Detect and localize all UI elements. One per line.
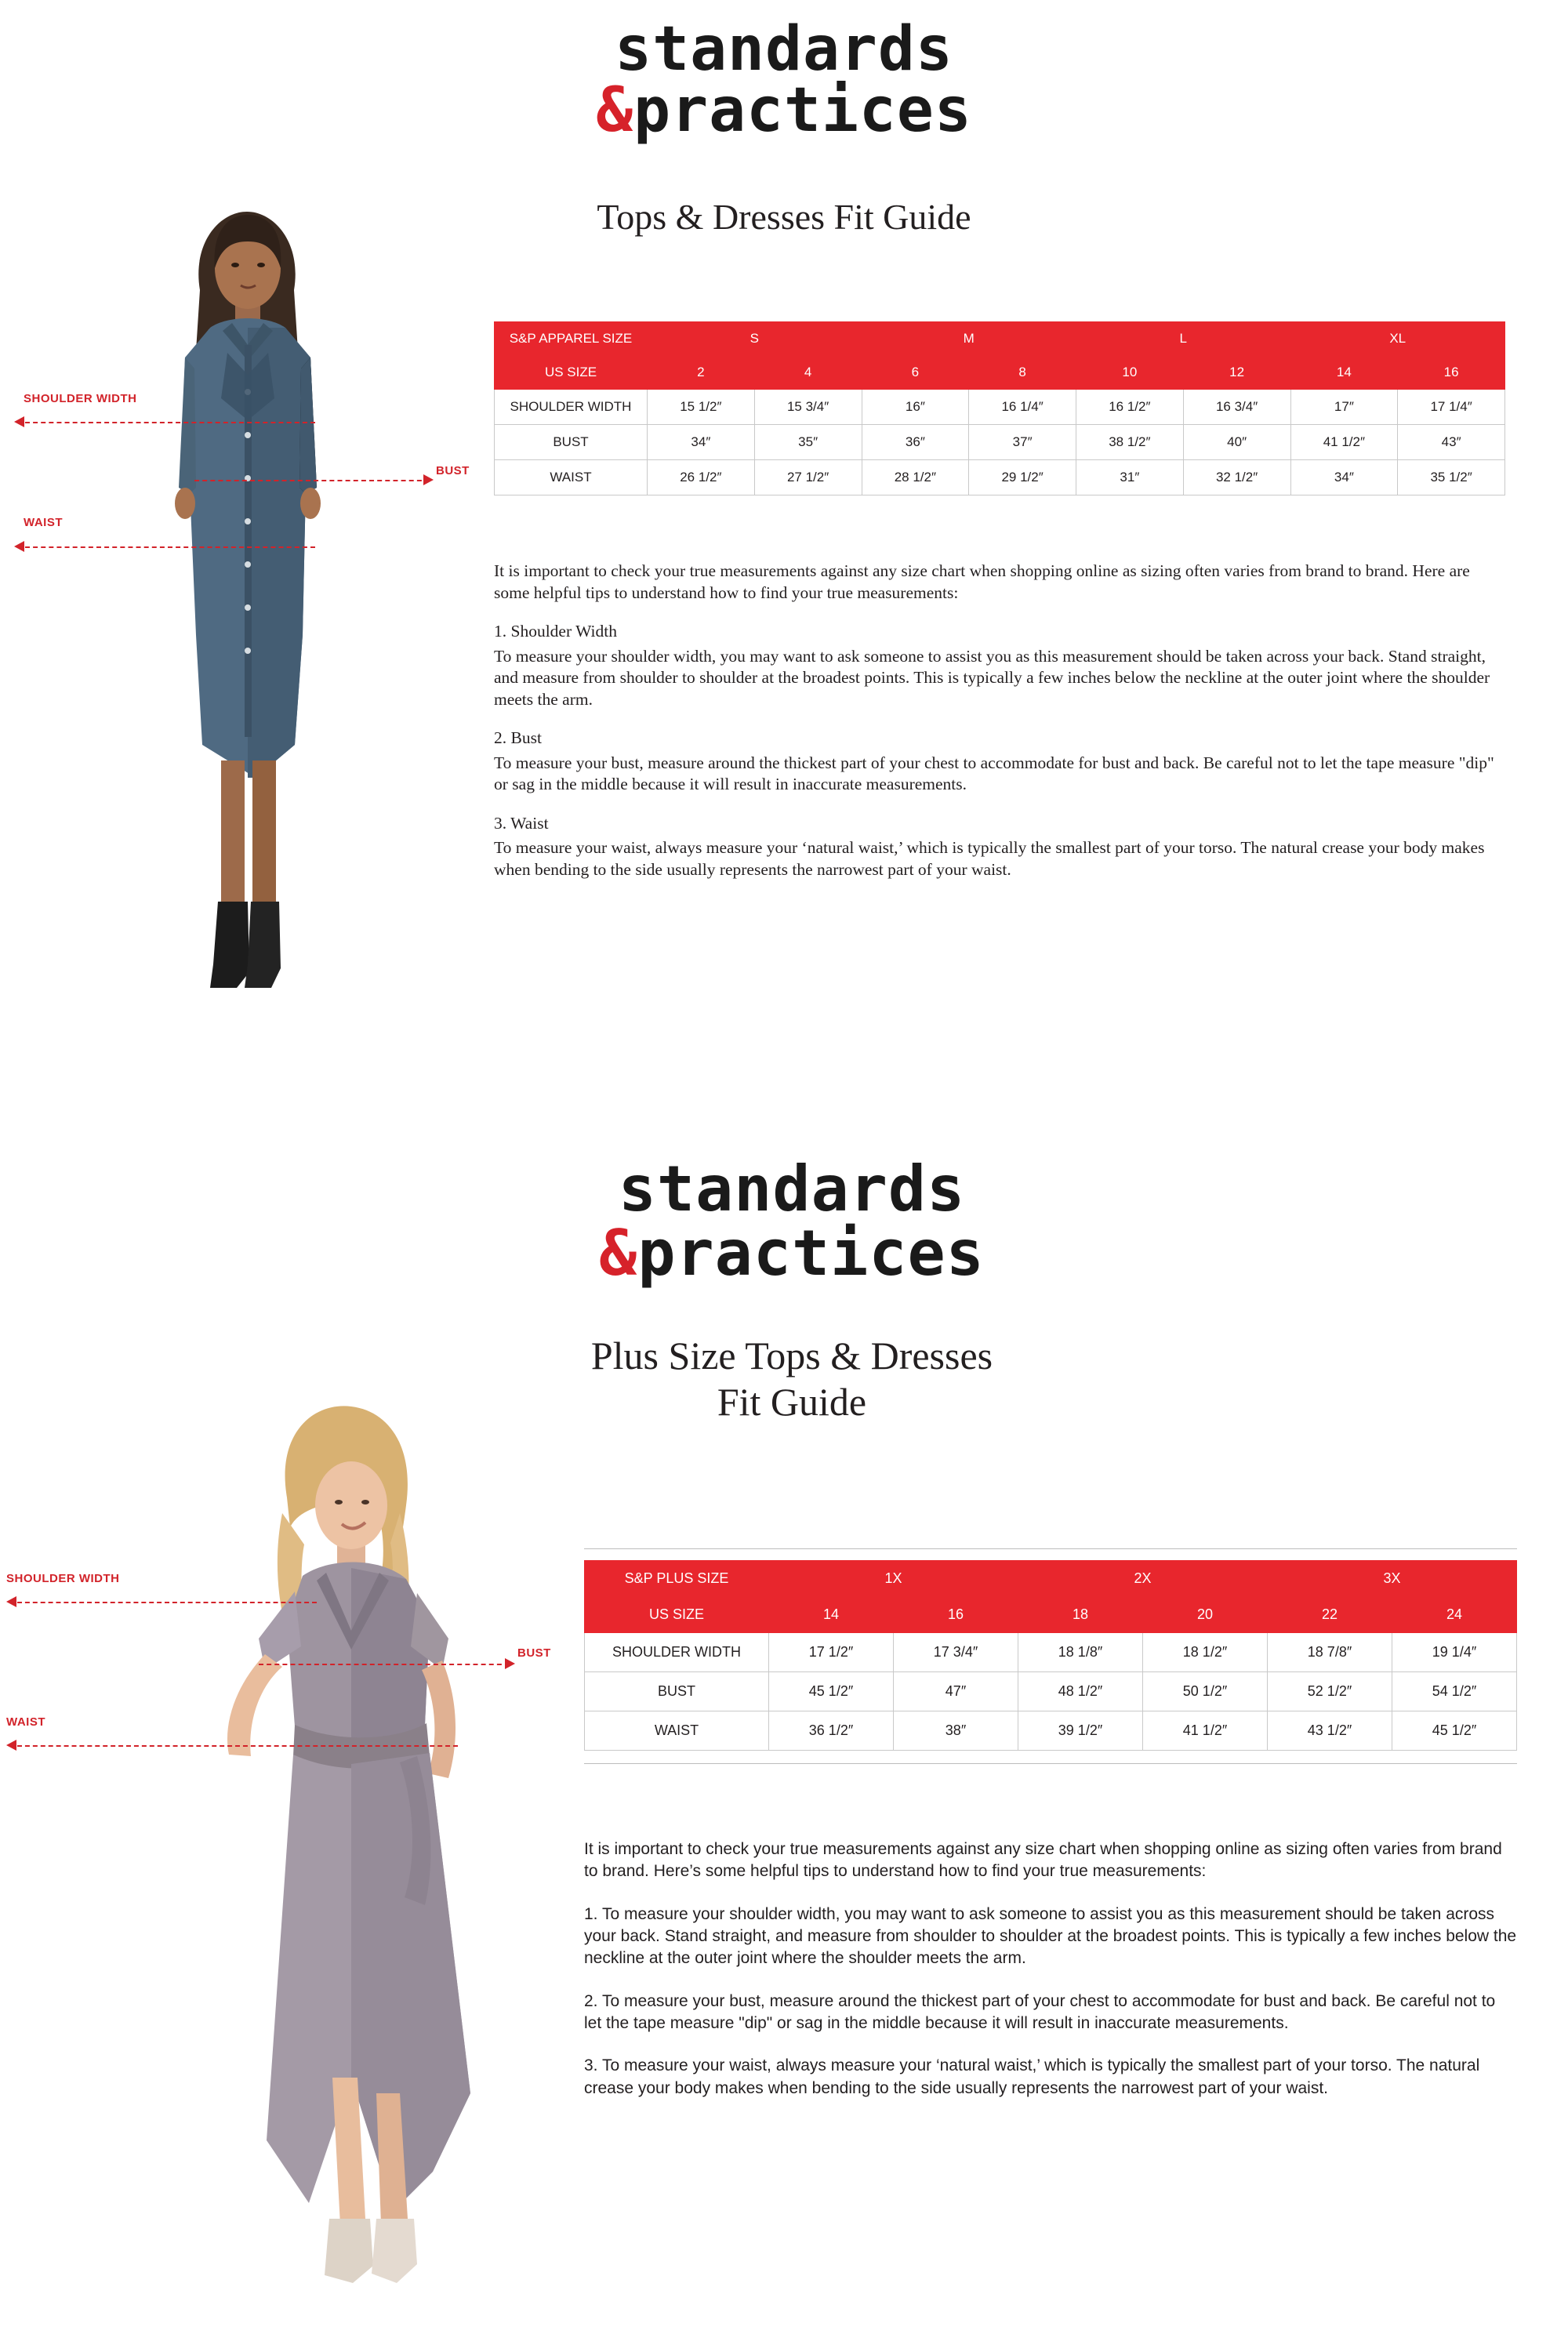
waist-dash-top bbox=[25, 546, 315, 548]
waist-dash-bottom bbox=[17, 1745, 458, 1747]
table2-r2-c6: 45 1/2″ bbox=[1392, 1711, 1517, 1751]
waist-arrow-left-top bbox=[14, 541, 24, 552]
table1-h2-c5: 10 bbox=[1076, 356, 1184, 390]
table2-r1-c4: 50 1/2″ bbox=[1143, 1672, 1268, 1711]
bust-arrow-right-top bbox=[423, 474, 434, 485]
table2-r2-c0: WAIST bbox=[585, 1711, 769, 1751]
table2-r0-c0: SHOULDER WIDTH bbox=[585, 1633, 769, 1672]
table1-r0-c5: 16 1/2″ bbox=[1076, 390, 1184, 425]
table2-r0-c5: 18 7/8″ bbox=[1268, 1633, 1392, 1672]
size-table-plus bbox=[584, 1548, 1517, 1764]
table1-h2-c1: 2 bbox=[648, 356, 755, 390]
table2-header-row-2 bbox=[585, 1597, 1517, 1633]
table1-r0-c2: 15 3/4″ bbox=[754, 390, 862, 425]
table1-header-row-1 bbox=[495, 322, 1505, 356]
table1-r0-c6: 16 3/4″ bbox=[1183, 390, 1290, 425]
table1-r2-c8: 35 1/2″ bbox=[1398, 460, 1505, 495]
model-photo-wrap-dress bbox=[141, 1388, 533, 2321]
table2-r1-c0: BUST bbox=[585, 1672, 769, 1711]
shoulder-arrow-left-top bbox=[14, 416, 24, 427]
brand-logo-line2-text: practices bbox=[633, 74, 972, 146]
model-photo-shirtdress bbox=[118, 196, 376, 1137]
table2-rule-bottom bbox=[584, 1763, 1517, 1764]
table1-r0-c4: 16 1/4″ bbox=[969, 390, 1076, 425]
table1-r0-c3: 16″ bbox=[862, 390, 969, 425]
shoulder-label-bottom: SHOULDER WIDTH bbox=[6, 1572, 120, 1585]
brand-logo2-line1: standards bbox=[618, 1152, 966, 1225]
table1-r1-c1: 34″ bbox=[648, 425, 755, 460]
table2-r0-c1: 17 1/2″ bbox=[769, 1633, 894, 1672]
table1-h1-c0: S&P APPAREL SIZE bbox=[495, 322, 648, 356]
shoulder-dash-bottom bbox=[17, 1602, 317, 1603]
section1-tip1-text: To measure your shoulder width, you may want to ask someone to assist you as this measurement should be taken across your back. Stand straight, and measure from shoulder to shoulder at the broadest points. This is typically a few inches below the neckline at the outer joint where the shoulder meets the arm. bbox=[494, 646, 1490, 709]
table2-h2-c3: 18 bbox=[1018, 1597, 1143, 1633]
table2-r0-c6: 19 1/4″ bbox=[1392, 1633, 1517, 1672]
bust-arrow-right-bottom bbox=[505, 1658, 515, 1669]
table1-header-row-2 bbox=[495, 356, 1505, 390]
table2-r0-c2: 17 3/4″ bbox=[894, 1633, 1018, 1672]
table1-r0-c7: 17″ bbox=[1290, 390, 1398, 425]
table1-r0-c8: 17 1/4″ bbox=[1398, 390, 1505, 425]
table2-r1-c6: 54 1/2″ bbox=[1392, 1672, 1517, 1711]
section1-title: Tops & Dresses Fit Guide bbox=[597, 197, 971, 237]
waist-arrow-left-bottom bbox=[6, 1740, 16, 1751]
table2-h2-c6: 24 bbox=[1392, 1597, 1517, 1633]
table1-r2-c4: 29 1/2″ bbox=[969, 460, 1076, 495]
table1-r2-c3: 28 1/2″ bbox=[862, 460, 969, 495]
size-table-standard bbox=[494, 321, 1505, 495]
table1-r1-c6: 40″ bbox=[1183, 425, 1290, 460]
table1-h2-c0: US SIZE bbox=[495, 356, 648, 390]
table2-header-row-1 bbox=[585, 1561, 1517, 1597]
table2-h1-c1: 1X bbox=[769, 1561, 1018, 1597]
section1-intro: It is important to check your true measurements against any size chart when shopping online as sizing often varies from brand to brand. Here are some helpful tips to understand how to find your true measurements: bbox=[494, 561, 1470, 602]
table2-r2-c1: 36 1/2″ bbox=[769, 1711, 894, 1751]
brand-logo-bottom bbox=[486, 1152, 1098, 1290]
section2-para-3: 2. To measure your bust, measure around the thickest part of your chest to accommodate for bust and back. Be careful not to let the tape measure "dip" or sag in the middle because it will result in inaccurate measurements. bbox=[584, 1991, 1496, 2033]
section1-tip1-heading: 1. Shoulder Width bbox=[494, 622, 617, 641]
table2-h2-c4: 20 bbox=[1143, 1597, 1268, 1633]
table1-r2-c7: 34″ bbox=[1290, 460, 1398, 495]
table-row bbox=[585, 1711, 1517, 1751]
table2-h2-c2: 16 bbox=[894, 1597, 1018, 1633]
section2-title-line2: Fit Guide bbox=[717, 1380, 867, 1424]
section1-tip2-heading: 2. Bust bbox=[494, 728, 542, 748]
table2-h1-c0: S&P PLUS SIZE bbox=[585, 1561, 769, 1597]
table2-rule-top bbox=[584, 1548, 1517, 1549]
bust-label-bottom: BUST bbox=[517, 1646, 551, 1660]
table1-r1-c5: 38 1/2″ bbox=[1076, 425, 1184, 460]
brand-logo-line2 bbox=[486, 74, 1082, 146]
table1-h2-c2: 4 bbox=[754, 356, 862, 390]
brand-ampersand-2: & bbox=[599, 1216, 638, 1290]
section1-tip2-text: To measure your bust, measure around the thickest part of your chest to accommodate for bust and back. Be careful not to let the tape measure "dip" or sag in the middle because it will result in inaccurate measurements. bbox=[494, 753, 1494, 794]
waist-label-bottom: WAIST bbox=[6, 1715, 45, 1729]
section2-title-line1: Plus Size Tops & Dresses bbox=[590, 1334, 993, 1377]
shoulder-dash-top bbox=[25, 422, 315, 423]
table1-r1-c8: 43″ bbox=[1398, 425, 1505, 460]
table-row bbox=[495, 460, 1505, 495]
table-row bbox=[585, 1672, 1517, 1711]
brand-logo2-line2 bbox=[486, 1216, 1098, 1290]
table1-r2-c5: 31″ bbox=[1076, 460, 1184, 495]
table1-h1-c1: S bbox=[648, 322, 862, 356]
table1-h2-c6: 12 bbox=[1183, 356, 1290, 390]
table1-h1-c4: XL bbox=[1290, 322, 1505, 356]
table1-r1-c3: 36″ bbox=[862, 425, 969, 460]
table2-h2-c5: 22 bbox=[1268, 1597, 1392, 1633]
table2-h2-c0: US SIZE bbox=[585, 1597, 769, 1633]
table2-r1-c2: 47″ bbox=[894, 1672, 1018, 1711]
table2-r1-c1: 45 1/2″ bbox=[769, 1672, 894, 1711]
table-row bbox=[585, 1633, 1517, 1672]
waist-label-top: WAIST bbox=[24, 516, 63, 529]
brand-logo-top bbox=[486, 14, 1082, 146]
section2-title bbox=[439, 1333, 1145, 1425]
table1-r2-c2: 27 1/2″ bbox=[754, 460, 862, 495]
shoulder-label-top: SHOULDER WIDTH bbox=[24, 392, 137, 405]
table1-h2-c4: 8 bbox=[969, 356, 1076, 390]
table-row bbox=[495, 425, 1505, 460]
table1-r1-c0: BUST bbox=[495, 425, 648, 460]
section1-tip3-heading: 3. Waist bbox=[494, 813, 549, 833]
section2-para-2: 1. To measure your shoulder width, you may want to ask someone to assist you as this measurement should be taken across your back. Stand straight, and measure from shoulder to shoulder at the broadest points. This is typically a few inches below the neckline at the outer joint where the shoulder meets the arm. bbox=[584, 1904, 1517, 1968]
brand-logo2-line2-text: practices bbox=[637, 1216, 985, 1290]
table2-r0-c3: 18 1/8″ bbox=[1018, 1633, 1143, 1672]
table1-h1-c2: M bbox=[862, 322, 1076, 356]
section1-body bbox=[494, 561, 1505, 898]
section2-para-4: 3. To measure your waist, always measure your ‘natural waist,’ which is typically the smallest part of your torso. The natural crease your body makes when bending to the side usually represents the narrowest part of your waist. bbox=[584, 2056, 1480, 2097]
table2-r1-c5: 52 1/2″ bbox=[1268, 1672, 1392, 1711]
table1-r2-c6: 32 1/2″ bbox=[1183, 460, 1290, 495]
table1-h1-c3: L bbox=[1076, 322, 1291, 356]
table1-r0-c1: 15 1/2″ bbox=[648, 390, 755, 425]
bust-dash-top bbox=[194, 480, 430, 481]
table1-h2-c7: 14 bbox=[1290, 356, 1398, 390]
section2-body bbox=[584, 1838, 1517, 2120]
bust-label-top: BUST bbox=[436, 464, 470, 477]
table2-r0-c4: 18 1/2″ bbox=[1143, 1633, 1268, 1672]
table1-r1-c4: 37″ bbox=[969, 425, 1076, 460]
table-row bbox=[495, 390, 1505, 425]
table1-r1-c2: 35″ bbox=[754, 425, 862, 460]
section1-tip3-text: To measure your waist, always measure your ‘natural waist,’ which is typically the smallest part of your torso. The natural crease your body makes when bending to the side usually represents the narrowest part of your waist. bbox=[494, 838, 1485, 879]
brand-logo-line1: standards bbox=[615, 14, 953, 85]
table1-r0-c0: SHOULDER WIDTH bbox=[495, 390, 648, 425]
table2-r1-c3: 48 1/2″ bbox=[1018, 1672, 1143, 1711]
table1-r2-c0: WAIST bbox=[495, 460, 648, 495]
brand-ampersand: & bbox=[596, 74, 634, 146]
table1-h2-c3: 6 bbox=[862, 356, 969, 390]
table1-r2-c1: 26 1/2″ bbox=[648, 460, 755, 495]
table2-r2-c3: 39 1/2″ bbox=[1018, 1711, 1143, 1751]
table2-h1-c2: 2X bbox=[1018, 1561, 1268, 1597]
table2-r2-c4: 41 1/2″ bbox=[1143, 1711, 1268, 1751]
bust-dash-bottom bbox=[259, 1664, 510, 1665]
table2-r2-c5: 43 1/2″ bbox=[1268, 1711, 1392, 1751]
table2-h2-c1: 14 bbox=[769, 1597, 894, 1633]
table2-r2-c2: 38″ bbox=[894, 1711, 1018, 1751]
shoulder-arrow-left-bottom bbox=[6, 1596, 16, 1607]
table1-r1-c7: 41 1/2″ bbox=[1290, 425, 1398, 460]
table2-h1-c3: 3X bbox=[1268, 1561, 1517, 1597]
section2-para-1: It is important to check your true measurements against any size chart when shopping online as sizing often varies from brand to brand. Here’s some helpful tips to understand how to find your true measurements: bbox=[584, 1840, 1502, 1881]
table1-h2-c8: 16 bbox=[1398, 356, 1505, 390]
